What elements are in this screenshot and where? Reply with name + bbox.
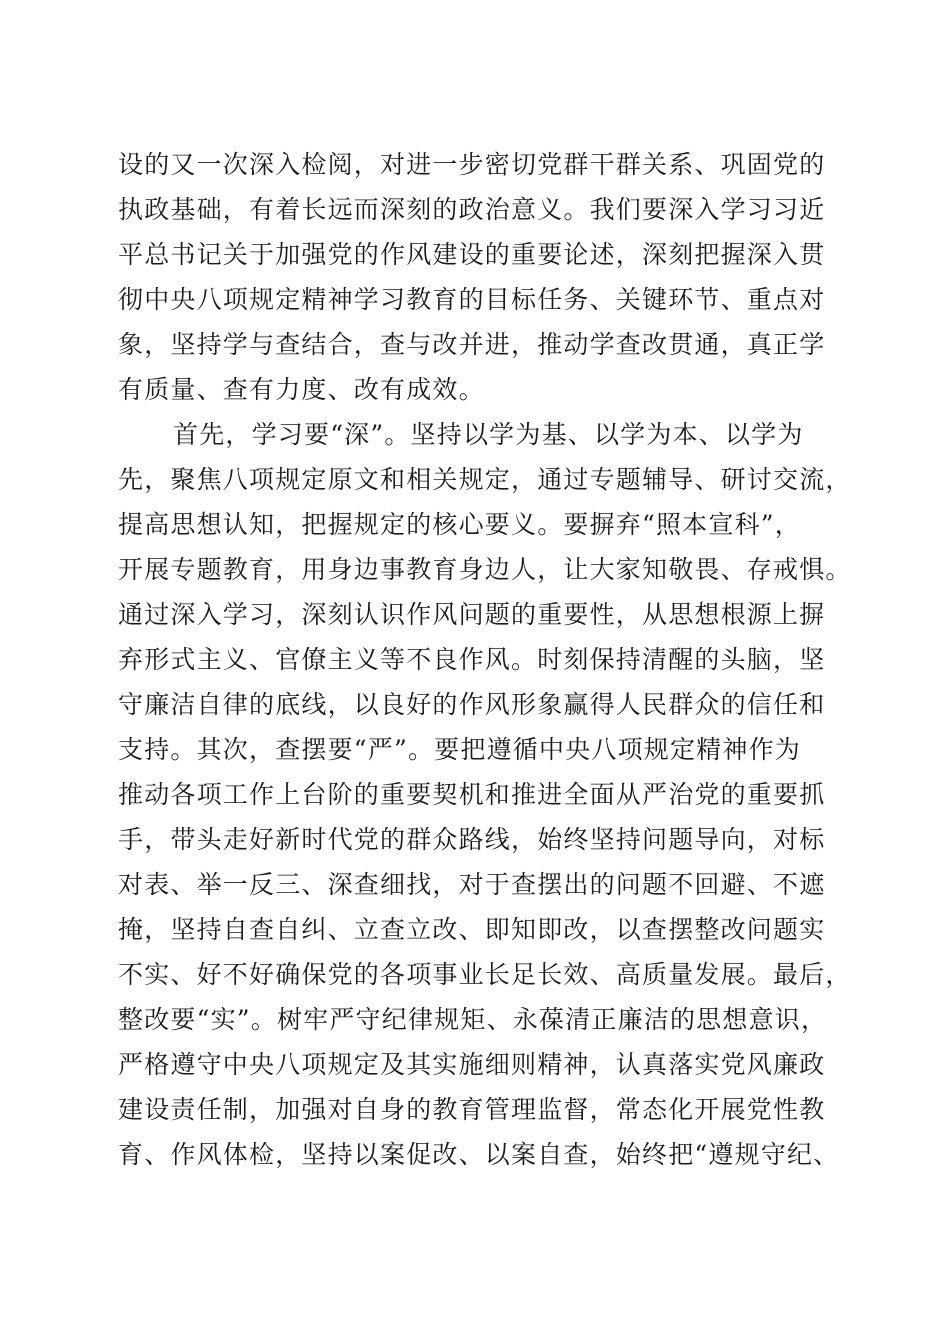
text-line-indented: 首先，学习要“深”。坚持以学为基、以学为本、以学为	[173, 420, 804, 449]
text-line: 象，坚持学与查结合，查与改并进，推动学查改贯通，真正学	[118, 330, 826, 359]
text-line: 严格遵守中央八项规定及其实施细则精神，认真落实党风廉政	[118, 1050, 826, 1079]
text-line: 守廉洁自律的底线，以良好的作风形象赢得人民群众的信任和	[118, 690, 826, 719]
text-line: 不实、好不好确保党的各项事业长足长效、高质量发展。最后，	[118, 960, 852, 989]
text-line: 彻中央八项规定精神学习教育的目标任务、关键环节、重点对	[118, 285, 826, 314]
text-line: 建设责任制，加强对自身的教育管理监督，常态化开展党性教	[118, 1095, 826, 1124]
paragraph-2	[118, 412, 858, 1177]
text-line: 整改要“实”。树牢严守纪律规矩、永葆清正廉洁的思想意识，	[118, 1005, 828, 1034]
text-line: 有质量、查有力度、改有成效。	[118, 375, 485, 404]
text-line: 平总书记关于加强党的作风建设的重要论述，深刻把握深入贯	[118, 240, 826, 269]
text-line: 支持。其次，查摆要“严”。要把遵循中央八项规定精神作为	[118, 735, 801, 764]
text-line: 推动各项工作上台阶的重要契机和推进全面从严治党的重要抓	[118, 780, 826, 809]
text-line: 设的又一次深入检阅，对进一步密切党群干群关系、巩固党的	[118, 150, 826, 179]
body-text	[118, 142, 858, 1177]
text-line: 掩，坚持自查自纠、立查立改、即知即改，以查摆整改问题实	[118, 915, 826, 944]
text-line: 对表、举一反三、深查细找，对于查摆出的问题不回避、不遮	[118, 870, 826, 899]
text-line: 开展专题教育，用身边事教育身边人，让大家知敬畏、存戒惧。	[118, 555, 852, 584]
text-line: 育、作风体检，坚持以案促改、以案自查，始终把“遵规守纪、	[118, 1140, 840, 1169]
text-line: 通过深入学习，深刻认识作风问题的重要性，从思想根源上摒	[118, 600, 826, 629]
text-line: 提高思想认知，把握规定的核心要义。要摒弃“照本宣科”，	[118, 510, 801, 539]
text-line: 手，带头走好新时代党的群众路线，始终坚持问题导向，对标	[118, 825, 826, 854]
text-line: 执政基础，有着长远而深刻的政治意义。我们要深入学习习近	[118, 195, 826, 224]
text-line: 弃形式主义、官僚主义等不良作风。时刻保持清醒的头脑，坚	[118, 645, 826, 674]
text-line: 先，聚焦八项规定原文和相关规定，通过专题辅导、研讨交流，	[118, 465, 852, 494]
paragraph-1	[118, 142, 858, 412]
